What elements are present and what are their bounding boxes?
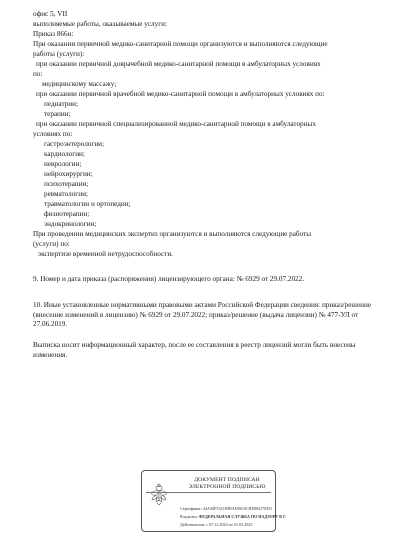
electronic-signature-stamp xyxy=(141,470,286,532)
text-line: выполняемые работы, оказываемые услуги: xyxy=(33,20,167,28)
text-line: ревматологии; xyxy=(44,190,88,198)
text-line: условиях по: xyxy=(33,130,73,138)
stamp-title: ДОКУМЕНТ ПОДПИСАН ЭЛЕКТРОННОЙ ПОДПИСЬЮ xyxy=(188,477,266,490)
text-line: психотерапии; xyxy=(44,180,89,188)
text-line: офис 5, VII xyxy=(33,10,68,18)
text-line: при оказании первичной специализированной медико-санитарной помощи в амбулаторных xyxy=(36,120,316,128)
order-number-paragraph: 9. Номер и дата приказа (распоряжения) лицензирующего органа: № 6929 от 29.07.2022. xyxy=(33,275,305,283)
text-line: работы (услуги): xyxy=(33,50,85,58)
text-line: нейрохирургии; xyxy=(44,170,93,178)
text-line: При оказании первичной медико-санитарной помощи организуются и выполняются следующие xyxy=(33,40,328,48)
text-line: педиатрии; xyxy=(44,100,78,108)
text-line: медицинскому массажу; xyxy=(42,80,117,88)
text-line: Приказ 866н: xyxy=(33,30,74,38)
text-line: физиотерапии; xyxy=(44,210,90,218)
text-line: терапии; xyxy=(44,110,71,118)
text-line: кардиологии; xyxy=(44,150,85,158)
coat-of-arms-icon xyxy=(148,481,170,507)
text-line: при оказании первичной врачебной медико-санитарной помощи в амбулаторных условиях по: xyxy=(36,90,325,98)
text-line: травматологии и ортопедии; xyxy=(44,200,131,208)
text-line: эндокринологии; xyxy=(44,220,97,228)
stamp-validity: Действителен: с 07.12.2023 по 01.03.2025 xyxy=(180,522,253,527)
stamp-owner: Владелец: ФЕДЕРАЛЬНАЯ СЛУЖБА ПО НАДЗОРУ В С xyxy=(180,514,286,519)
text-line: экспертизе временной нетрудоспособности. xyxy=(38,250,173,258)
text-line: по: xyxy=(33,70,43,78)
text-line: неврологии; xyxy=(44,160,82,168)
text-line: (услуги) по: xyxy=(33,240,70,248)
text-line: При проведении медицинских экспертиз организуются и выполняются следующие работы xyxy=(33,230,312,238)
stamp-divider xyxy=(146,492,271,493)
notice-paragraph: Выписка носит информационный характер, после ее составления в реестр лицензий могли быть внесены изменения. xyxy=(33,341,356,359)
text-line: при оказании первичной доврачебной медико-санитарной помощи в амбулаторных условиях xyxy=(36,60,321,68)
stamp-certificate: Сертификат: 44A30F5521E8BAD0610CBE88257ED3 xyxy=(180,506,272,511)
other-info-paragraph: 10. Иные установленные нормативными правовыми актами Российской Федерации сведения: приказ/решение (внесение изменений в лицензию) № 6929 от 29.07.2022; приказ/решение (выдача лицензии) № 477-УЛ от 27.06.2019. xyxy=(33,301,372,329)
text-line: гастроэнтерологии; xyxy=(44,140,105,148)
